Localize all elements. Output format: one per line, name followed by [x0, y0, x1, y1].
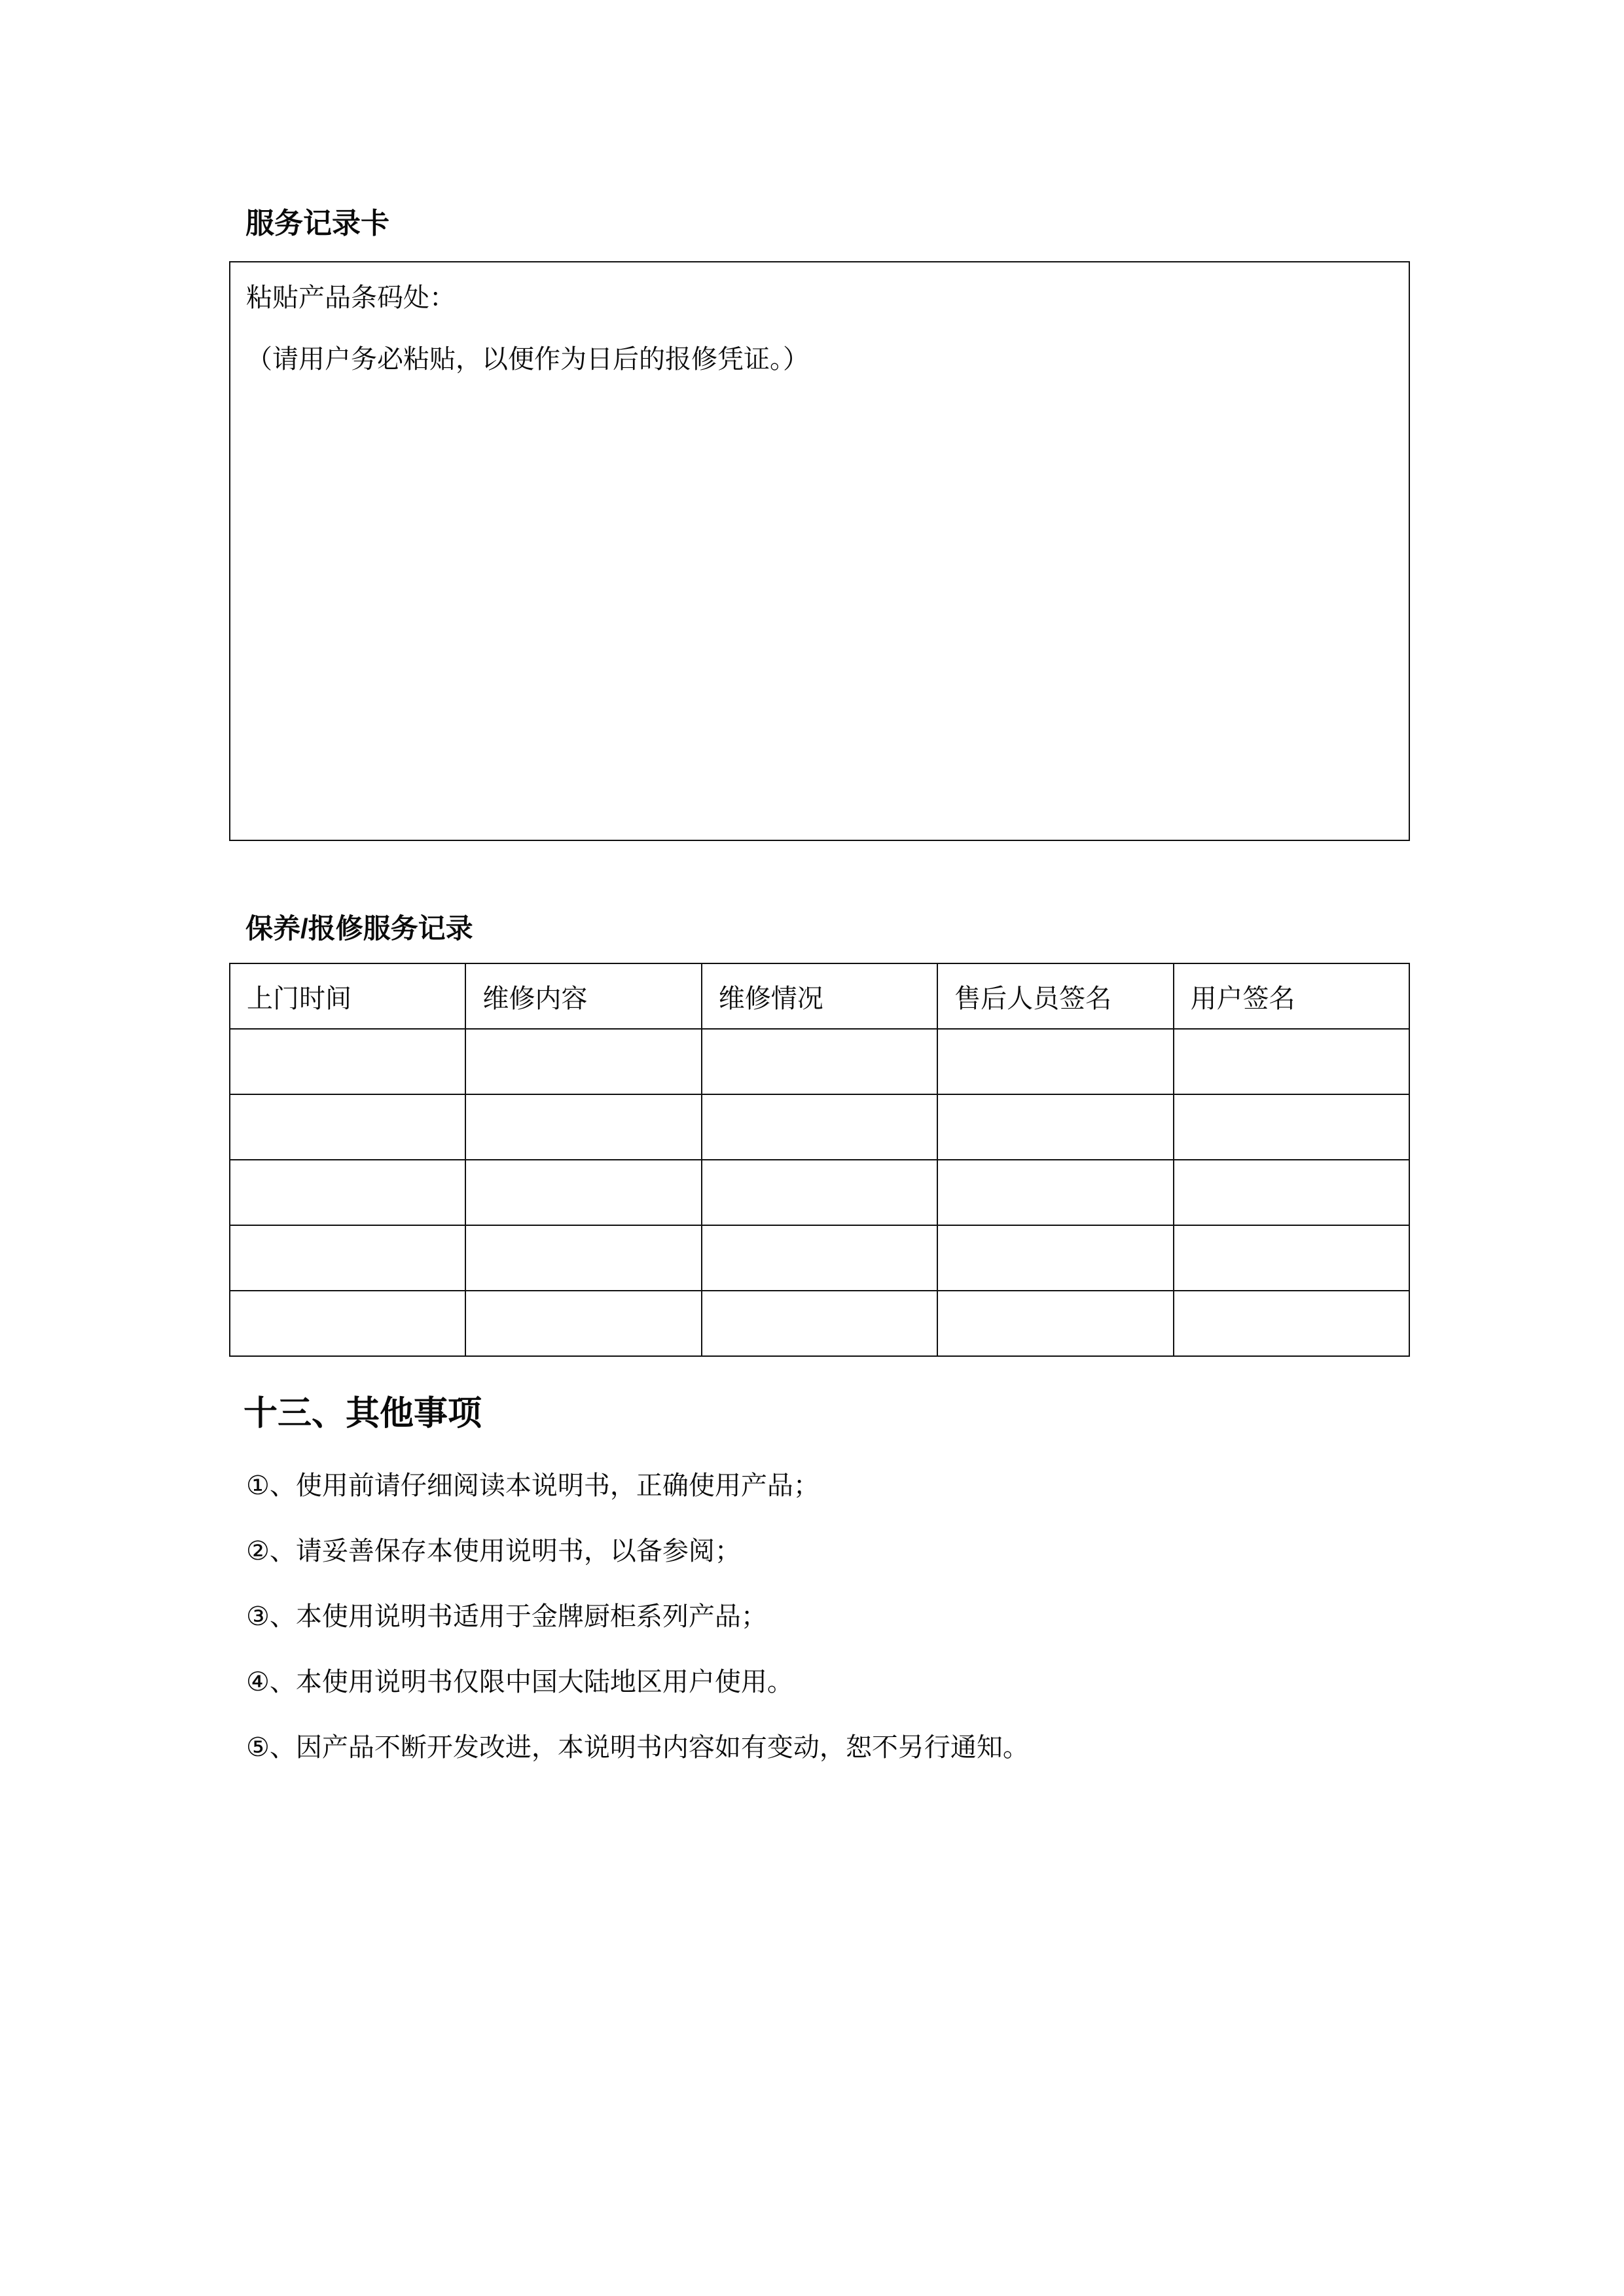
- other-matters-item-4: ④、本使用说明书仅限中国大陆地区用户使用。: [246, 1668, 793, 1696]
- table-cell: [230, 1225, 465, 1291]
- maintenance-record-title: 保养/报修服务记录: [245, 913, 473, 944]
- table-cell: [702, 1029, 937, 1094]
- service-record-table: [229, 963, 1410, 1357]
- table-cell: [937, 1225, 1173, 1291]
- barcode-box-note: （请用户务必粘贴，以便作为日后的报修凭证。）: [246, 345, 809, 374]
- table-cell: [465, 1029, 701, 1094]
- table-cell: [230, 1094, 465, 1160]
- table-cell: [465, 1160, 701, 1225]
- table-cell: [937, 1029, 1173, 1094]
- table-cell: [702, 1225, 937, 1291]
- barcode-sticker-box: [229, 261, 1410, 841]
- table-cell: [230, 1291, 465, 1356]
- table-cell: [230, 1160, 465, 1225]
- table-header-visit-time: 上门时间: [230, 963, 465, 1029]
- other-matters-item-3: ③、本使用说明书适用于金牌厨柜系列产品；: [246, 1602, 767, 1631]
- table-cell: [937, 1094, 1173, 1160]
- table-cell: [937, 1291, 1173, 1356]
- table-cell: [465, 1291, 701, 1356]
- table-cell: [1174, 1160, 1409, 1225]
- table-row: [230, 1291, 1409, 1356]
- table-row: [230, 1029, 1409, 1094]
- table-cell: [465, 1094, 701, 1160]
- table-header-repair-content: 维修内容: [465, 963, 701, 1029]
- other-matters-item-1: ①、使用前请仔细阅读本说明书，正确使用产品；: [246, 1471, 820, 1500]
- service-card-title: 服务记录卡: [245, 207, 389, 240]
- table-header-repair-status: 维修情况: [702, 963, 937, 1029]
- other-matters-item-5: ⑤、因产品不断开发改进，本说明书内容如有变动，恕不另行通知。: [246, 1733, 1029, 1762]
- table-row: [230, 1225, 1409, 1291]
- table-cell: [465, 1225, 701, 1291]
- table-cell: [230, 1029, 465, 1094]
- table-cell: [1174, 1225, 1409, 1291]
- table-header-row: [230, 963, 1409, 1029]
- barcode-box-label: 粘贴产品条码处：: [246, 283, 456, 312]
- table-header-staff-signature: 售后人员签名: [937, 963, 1173, 1029]
- table-cell: [1174, 1094, 1409, 1160]
- table-cell: [702, 1291, 937, 1356]
- other-matters-title: 十三、其他事项: [244, 1395, 482, 1433]
- table-header-user-signature: 用户签名: [1174, 963, 1409, 1029]
- table-row: [230, 1160, 1409, 1225]
- table-cell: [1174, 1291, 1409, 1356]
- other-matters-item-2: ②、请妥善保存本使用说明书，以备参阅；: [246, 1537, 741, 1566]
- table-cell: [1174, 1029, 1409, 1094]
- table-cell: [702, 1094, 937, 1160]
- table-row: [230, 1094, 1409, 1160]
- table-cell: [702, 1160, 937, 1225]
- other-matters-list: [246, 1471, 1490, 1799]
- table-cell: [937, 1160, 1173, 1225]
